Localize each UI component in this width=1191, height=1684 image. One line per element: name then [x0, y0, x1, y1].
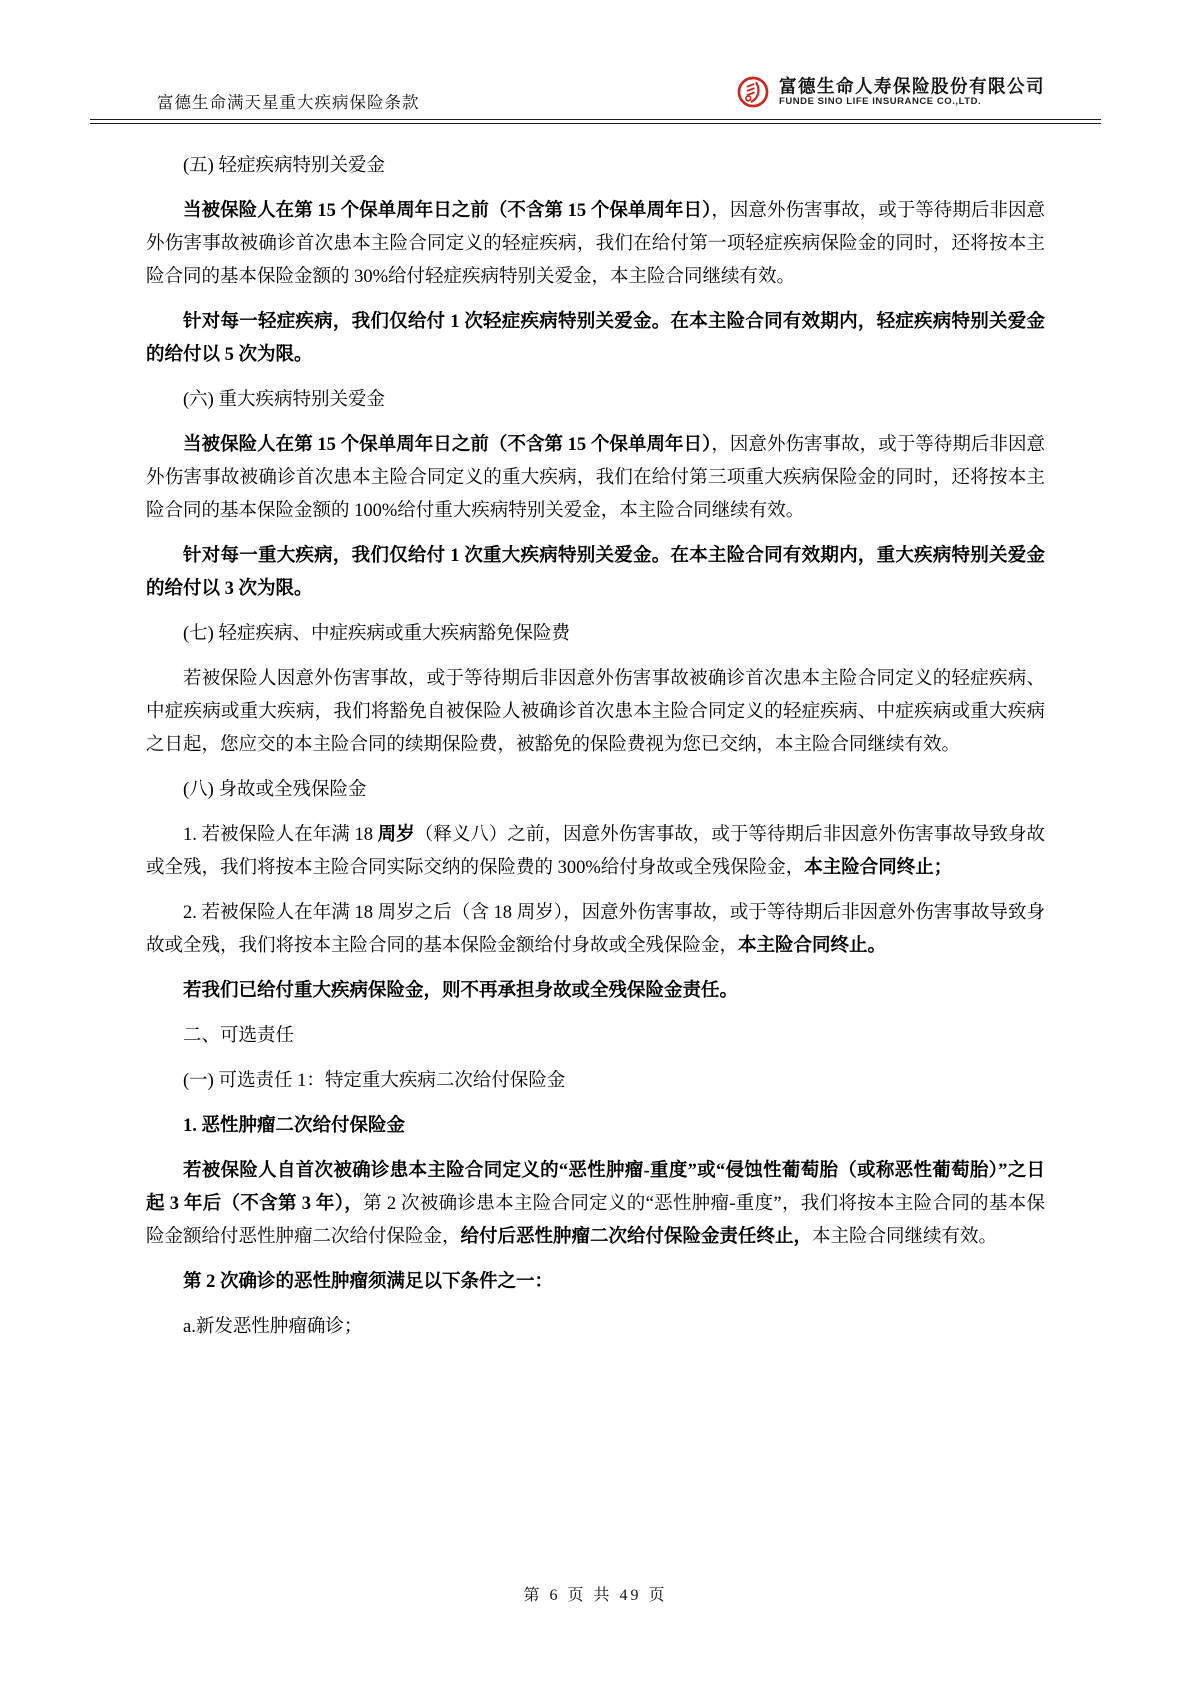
- paragraph: [146, 663, 1045, 762]
- page-header: [0, 0, 1191, 119]
- company-names: [779, 77, 1045, 107]
- company-name-en: FUNDE SINO LIFE INSURANCE CO.,LTD.: [779, 96, 982, 108]
- paragraph: [146, 774, 1045, 807]
- text-run-bold: 周岁: [377, 825, 415, 845]
- paragraph: [146, 1155, 1045, 1254]
- page-number: 第 6 页 共 49 页: [523, 1587, 668, 1604]
- text-run: ，因意外伤害事故，或于等待期后非因意外伤害事故被确诊首次患本主险合同定义的重大疾病，我们在给付第三项重大疾病保险金的同时，还将按本主险合同的基本保险金额的 100%给付重大疾病特别关爱金，本主险合同继续有效。: [146, 435, 1045, 521]
- paragraph: [146, 1065, 1045, 1098]
- text-run: ，因意外伤害事故，或于等待期后非因意外伤害事故被确诊首次患本主险合同定义的轻症疾病，我们在给付第一项轻症疾病保险金的同时，还将按本主险合同的基本保险金额的 30%给付轻症疾病特别关爱金，本主险合同继续有效。: [146, 201, 1045, 287]
- text-run: 2. 若被保险人在年满 18 周岁之后（含 18 周岁），因意外伤害事故，或于等待期后非因意外伤害事故导致身故或全残，我们将按本主险合同的基本保险金额给付身故或全残保险金，: [146, 903, 1045, 956]
- text-run: 1. 若被保险人在年满 18: [183, 825, 378, 845]
- paragraph: [146, 540, 1045, 606]
- paragraph: [146, 195, 1045, 294]
- text-run-bold: 第 2 次确诊的恶性肿瘤须满足以下条件之一：: [183, 1272, 554, 1292]
- text-run-bold: 本主险合同终止。: [738, 936, 887, 956]
- text-run-bold: 给付后恶性肿瘤二次给付保险金责任终止，: [460, 1227, 813, 1247]
- paragraph: [146, 1020, 1045, 1053]
- text-run-bold: 当被保险人在第 15 个保单周年日之前（不含第 15 个保单周年日）: [183, 435, 712, 455]
- text-run: (八) 身故或全残保险金: [183, 780, 367, 800]
- company-name-cn: 富德生命人寿保险股份有限公司: [779, 75, 1045, 97]
- paragraph: [146, 819, 1045, 885]
- paragraph: [146, 1266, 1045, 1299]
- text-run: 第 2 次被确诊患本主险合同定义的“恶性肿瘤-重度”，我们将按本主险合同的基本保险金额给付恶性肿瘤二次给付保险金，: [146, 1194, 1045, 1247]
- document-title: 富德生命满天星重大疾病保险条款: [157, 93, 420, 112]
- text-run-bold: 当被保险人在第 15 个保单周年日之前（不含第 15 个保单周年日）: [183, 201, 712, 221]
- paragraph: [146, 306, 1045, 372]
- text-run: (七) 轻症疾病、中症疾病或重大疾病豁免保险费: [183, 624, 570, 644]
- paragraph: [146, 1110, 1045, 1143]
- text-run: 本主险合同继续有效。: [812, 1227, 998, 1247]
- text-run: 若被保险人因意外伤害事故，或于等待期后非因意外伤害事故被确诊首次患本主险合同定义的轻症疾病、中症疾病或重大疾病，我们将豁免自被保险人被确诊首次患本主险合同定义的轻症疾病、中症疾病或重大疾病之日起，您应交的本主险合同的续期保险费，被豁免的保险费视为您已交纳，本主险合同继续有效。: [146, 669, 1045, 755]
- text-run: (一) 可选责任 1：特定重大疾病二次给付保险金: [183, 1071, 566, 1091]
- text-run: 二、可选责任: [183, 1026, 295, 1046]
- paragraph: [146, 150, 1045, 183]
- text-run-bold: 针对每一重大疾病，我们仅给付 1 次重大疾病特别关爱金。在本主险合同有效期内，重大疾病特别关爱金的给付以 3 次为限。: [146, 546, 1045, 599]
- text-run: （释义八）之前，因意外伤害事故，或于等待期后非因意外伤害事故导致身故或全残，我们将按本主险合同实际交纳的保险费的 300%给付身故或全残保险金，: [146, 825, 1045, 878]
- text-run-bold: 若我们已给付重大疾病保险金，则不再承担身故或全残保险金责任。: [183, 981, 739, 1001]
- company-brand: [736, 75, 1045, 109]
- text-run-bold: 1. 恶性肿瘤二次给付保险金: [183, 1116, 406, 1136]
- text-run-bold: 针对每一轻症疾病，我们仅给付 1 次轻症疾病特别关爱金。在本主险合同有效期内，轻症疾病特别关爱金的给付以 5 次为限。: [146, 312, 1045, 365]
- paragraph: [146, 1311, 1045, 1344]
- paragraph: [146, 384, 1045, 417]
- paragraph: [146, 975, 1045, 1008]
- text-run-bold: 若被保险人自首次被确诊患本主险合同定义的“恶性肿瘤-重度”或“侵蚀性葡萄胎（或称恶性葡萄胎）”之日起 3 年后（不含第 3 年），: [146, 1161, 1045, 1214]
- text-run: (五) 轻症疾病特别关爱金: [183, 156, 385, 176]
- text-run: a.新发恶性肿瘤确诊；: [183, 1317, 363, 1337]
- funde-logo-icon: [736, 75, 770, 109]
- paragraph: [146, 429, 1045, 528]
- paragraph: [146, 897, 1045, 963]
- text-run-bold: 本主险合同终止；: [804, 858, 953, 878]
- document-body: [0, 124, 1191, 1344]
- paragraph: [146, 618, 1045, 651]
- text-run: (六) 重大疾病特别关爱金: [183, 390, 385, 410]
